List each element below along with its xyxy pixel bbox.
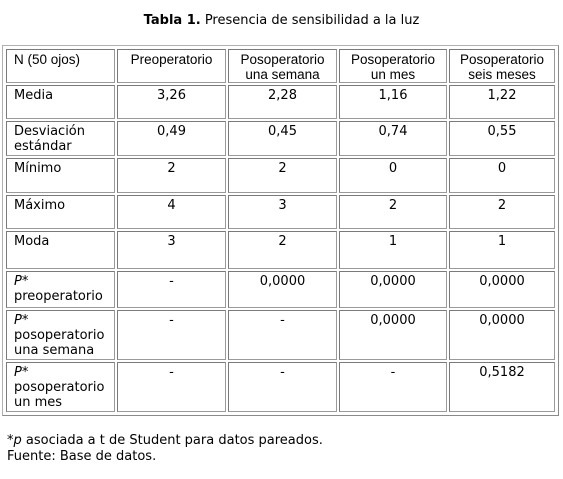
row-label-media: [6, 85, 115, 119]
footnote-p-note: [7, 433, 323, 449]
cell-value: 0,0000: [479, 274, 525, 289]
table-cell: [339, 195, 447, 229]
cell-value: 2: [278, 234, 287, 249]
header-label-n: N (50 ojos): [14, 52, 81, 67]
cell-value: 4: [167, 198, 176, 213]
cell-value: -: [169, 365, 174, 380]
table-cell: [228, 362, 337, 412]
table-cell: [339, 85, 447, 119]
row-label-text: Desviación estándar: [14, 124, 86, 154]
row-label-text: Mínimo: [14, 161, 62, 176]
cell-value: 2: [278, 161, 287, 176]
p-star-label: P*: [14, 365, 29, 380]
cell-value: 1: [497, 234, 507, 249]
footnote-text: asociada a t de Student para datos pareados.: [21, 433, 323, 448]
table-cell: [228, 310, 337, 360]
cell-value: 0,0000: [370, 313, 416, 328]
table-cell: [449, 158, 555, 193]
cell-value: 0,74: [378, 124, 408, 139]
caption-text: Presencia de sensibilidad a la luz: [200, 13, 420, 28]
table-cell: [228, 271, 337, 308]
cell-value: -: [169, 274, 174, 289]
cell-value: 3: [278, 198, 287, 213]
table-cell: [339, 271, 447, 308]
header-cell-n: [6, 49, 115, 83]
table-cell: [228, 121, 337, 156]
p-star-label: P*: [14, 313, 29, 328]
table-cell: [339, 362, 447, 412]
row-label-text: Moda: [14, 234, 50, 249]
cell-value: -: [390, 365, 396, 380]
cell-value: 2: [388, 198, 398, 213]
cell-value: 0,0000: [370, 274, 416, 289]
cell-value: 2: [497, 198, 507, 213]
caption-label: Tabla 1.: [143, 13, 201, 28]
cell-value: 0,49: [157, 124, 186, 139]
table-cell: [449, 85, 555, 119]
table-cell: [339, 310, 447, 360]
table-cell: [228, 231, 337, 269]
table-cell: [117, 158, 226, 193]
header-cell-seis-meses: [449, 49, 555, 83]
table-cell: [117, 310, 226, 360]
p-star-label: P*: [14, 274, 29, 289]
row-label-p-preoperatorio: [6, 271, 115, 308]
header-label-preoperatorio: Preoperatorio: [130, 52, 213, 67]
table-cell: [117, 195, 226, 229]
header-cell-un-mes: [339, 49, 447, 83]
cell-value: 2,28: [268, 88, 297, 103]
cell-value: 0: [388, 161, 398, 176]
header-label-un-mes: Posoperatorio un mes: [350, 52, 436, 82]
table-cell: [449, 310, 555, 360]
footnote-p: p: [13, 433, 22, 448]
cell-value: 3,26: [157, 88, 186, 103]
row-label-text: Media: [14, 88, 54, 103]
cell-value: 1,16: [378, 88, 408, 103]
table-cell: [449, 271, 555, 308]
table-cell: [449, 121, 555, 156]
row-label-desviacion: [6, 121, 115, 156]
header-cell-una-semana: [228, 49, 337, 83]
cell-value: 0,5182: [479, 365, 525, 380]
table-cell: [117, 362, 226, 412]
row-label-moda: [6, 231, 115, 269]
cell-value: -: [280, 365, 285, 380]
data-table: [2, 45, 559, 416]
cell-value: 3: [167, 234, 176, 249]
table-cell: [228, 158, 337, 193]
table-cell: [449, 231, 555, 269]
cell-value: -: [169, 313, 174, 328]
cell-value: 2: [167, 161, 176, 176]
footnote-star: *: [7, 433, 14, 448]
table-cell: [117, 231, 226, 269]
row-label-maximo: [6, 195, 115, 229]
table-cell: [339, 231, 447, 269]
cell-value: 0,55: [487, 124, 517, 139]
table-cell: [339, 121, 447, 156]
cell-value: 0,45: [268, 124, 297, 139]
row-label-text: Máximo: [14, 198, 66, 213]
cell-value: 0,0000: [259, 274, 306, 289]
row-label-p-un-mes: [6, 362, 115, 412]
row-label-text: posoperatorio una semana: [14, 328, 105, 358]
row-label-text: posoperatorio un mes: [14, 380, 105, 410]
row-label-minimo: [6, 158, 115, 193]
row-label-text: preoperatorio: [14, 289, 103, 304]
table-caption: [0, 13, 563, 28]
footnote-source: Fuente: Base de datos.: [7, 449, 157, 464]
row-label-p-una-semana: [6, 310, 115, 360]
cell-value: 1: [388, 234, 398, 249]
table-cell: [339, 158, 447, 193]
table-footnote: [7, 433, 323, 465]
table-cell: [117, 121, 226, 156]
header-label-una-semana: Posoperatorio una semana: [240, 52, 325, 82]
header-cell-preoperatorio: [117, 49, 226, 83]
table-cell: [449, 195, 555, 229]
cell-value: 0: [497, 161, 507, 176]
cell-value: 0,0000: [479, 313, 525, 328]
cell-value: -: [280, 313, 285, 328]
table-cell: [117, 271, 226, 308]
table-cell: [228, 85, 337, 119]
table-cell: [117, 85, 226, 119]
table-cell: [449, 362, 555, 412]
header-label-seis-meses: Posoperatorio seis meses: [459, 52, 545, 82]
table-cell: [228, 195, 337, 229]
cell-value: 1,22: [487, 88, 517, 103]
